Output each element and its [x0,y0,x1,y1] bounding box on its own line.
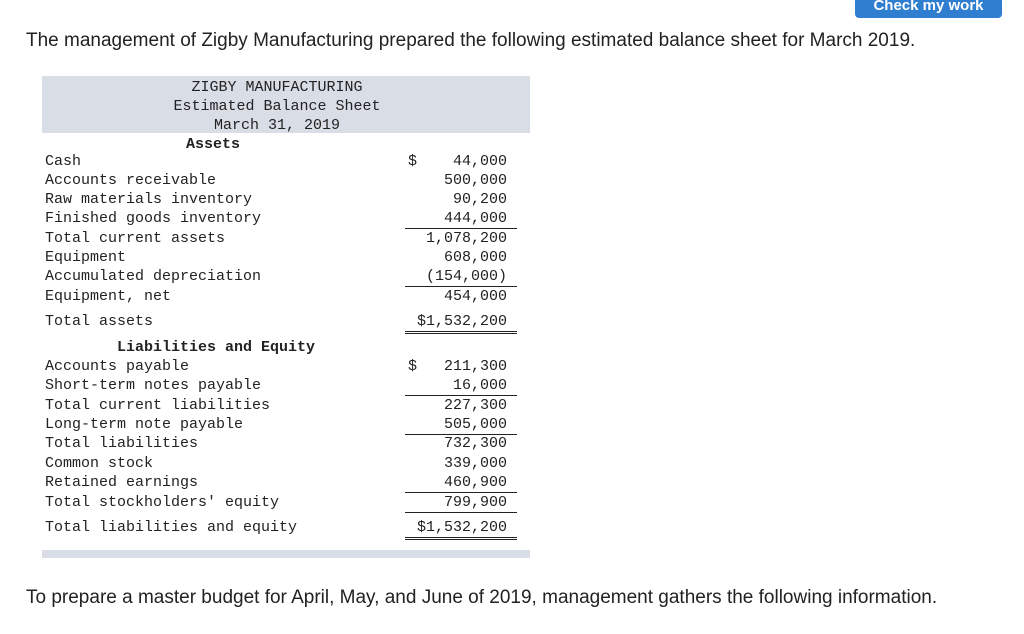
line-item-label: Cash [45,153,82,170]
amount-value: 339,000 [443,455,507,472]
amount-value: 44,000 [452,153,507,170]
line-item [42,152,520,171]
line-item [42,229,520,248]
line-item-amount [405,229,517,248]
line-item [42,415,520,434]
line-item-label: Accounts payable [45,358,190,375]
amount-value: $1,532,200 [416,313,507,330]
line-item-amount [405,357,517,376]
line-item-amount [405,454,517,473]
amount-value: (154,000) [425,268,507,285]
statement-date: March 31, 2019 [213,117,341,134]
line-item [42,287,520,306]
dollar-sign: $ [408,153,418,170]
line-item [42,190,520,209]
line-item-amount [405,267,517,287]
check-my-work-button[interactable]: Check my work [855,0,1002,18]
line-item-label: Short-term notes payable [45,377,262,394]
line-item [42,312,520,331]
line-item [42,518,520,537]
amount-value: 16,000 [452,377,507,394]
line-item [42,267,520,286]
line-item-label: Common stock [45,455,154,472]
line-item-amount [405,396,517,415]
amount-value: 799,900 [443,494,507,511]
line-item-label: Retained earnings [45,474,199,491]
line-item-label: Total liabilities [45,435,199,452]
line-item [42,171,520,190]
amount-value: 444,000 [443,210,507,227]
liabilities-equity-heading: Liabilities and Equity [117,339,316,356]
line-item-label: Total current assets [45,230,226,247]
line-item-amount [405,287,517,306]
statement-title: Estimated Balance Sheet [173,98,381,115]
line-item-label: Accumulated depreciation [45,268,262,285]
line-item [42,493,520,512]
amount-value: 1,078,200 [425,230,507,247]
dollar-sign: $ [408,358,418,375]
line-item [42,248,520,267]
amount-value: 505,000 [443,416,507,433]
line-item-amount [405,415,517,435]
amount-value: $1,532,200 [416,519,507,536]
line-item [42,357,520,376]
line-item-amount [405,209,517,229]
amount-value: 460,900 [443,474,507,491]
line-item-amount [405,171,517,190]
line-item-amount [405,312,517,334]
line-item-label: Total stockholders' equity [45,494,280,511]
amount-value: 90,200 [452,191,507,208]
line-item [42,396,520,415]
balance-sheet [42,76,530,558]
amount-value: 732,300 [443,435,507,452]
line-item [42,209,520,228]
line-item-amount [405,473,517,493]
company-name: ZIGBY MANUFACTURING [191,79,363,96]
amount-value: 227,300 [443,397,507,414]
line-item-label: Total current liabilities [45,397,271,414]
line-item-amount [405,518,517,540]
line-item-amount [405,493,517,513]
line-item [42,434,520,453]
line-item-amount [405,434,517,453]
amount-value: 454,000 [443,288,507,305]
line-item-amount [405,376,517,396]
line-item-label: Equipment, net [45,288,172,305]
amount-value: 500,000 [443,172,507,189]
line-item-label: Total liabilities and equity [45,519,298,536]
line-item-label: Finished goods inventory [45,210,262,227]
line-item-amount [405,152,517,171]
line-item-label: Equipment [45,249,127,266]
line-item [42,473,520,492]
balance-sheet-footer-bar [42,550,530,558]
line-item-label: Raw materials inventory [45,191,253,208]
line-item-label: Long-term note payable [45,416,244,433]
amount-value: 608,000 [443,249,507,266]
line-item-amount [405,190,517,209]
balance-sheet-header [42,76,530,133]
outro-text: To prepare a master budget for April, May, and June of 2019, management gathers the following information. [26,587,938,608]
amount-value: 211,300 [443,358,507,375]
intro-text: The management of Zigby Manufacturing prepared the following estimated balance sheet for March 2019. [26,30,916,51]
line-item-label: Total assets [45,313,154,330]
line-item [42,454,520,473]
line-item-label: Accounts receivable [45,172,217,189]
assets-heading: Assets [186,136,241,153]
line-item-amount [405,248,517,267]
line-item [42,376,520,395]
